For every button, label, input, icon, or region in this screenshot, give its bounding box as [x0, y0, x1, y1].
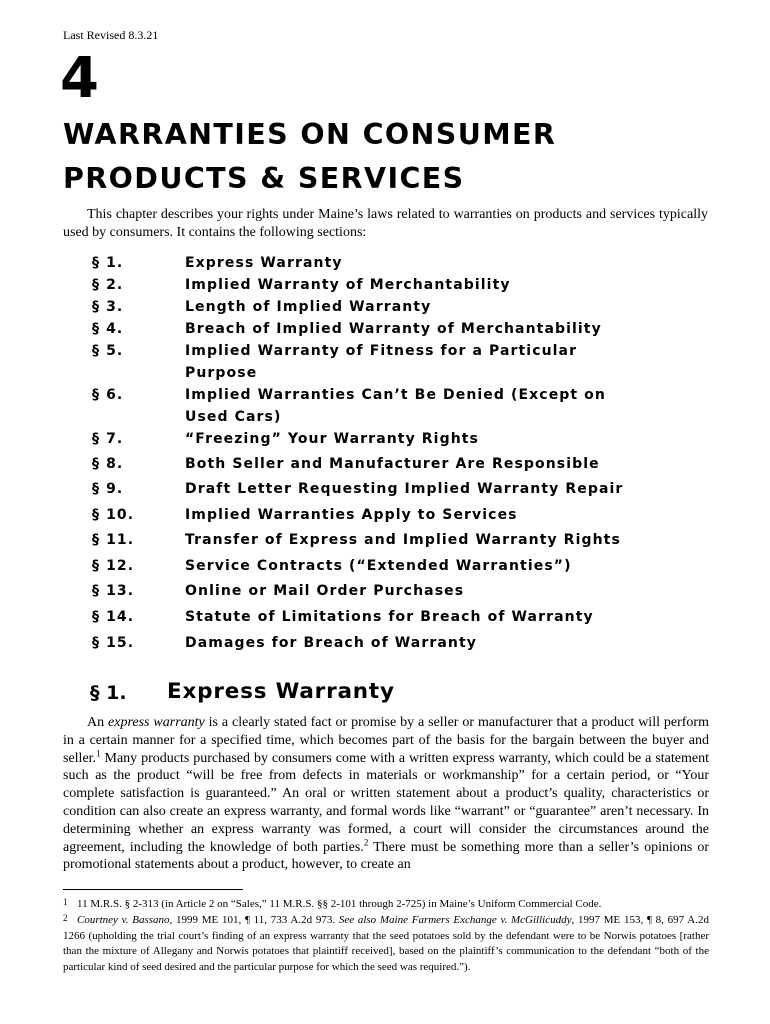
toc-item-title-continued: Used Cars)	[185, 409, 282, 425]
chapter-title	[63, 113, 723, 201]
toc-number: § 4.	[92, 321, 124, 337]
toc-item-title: Damages for Breach of Warranty	[185, 635, 477, 651]
toc-number: § 9.	[92, 481, 124, 497]
toc-item-title: Draft Letter Requesting Implied Warranty Repair	[185, 481, 624, 497]
paragraph-text: An	[87, 715, 109, 730]
toc-number: § 6.	[92, 387, 124, 403]
footnote-reference: 1	[96, 747, 101, 758]
toc-item-title: Implied Warranties Apply to Services	[185, 507, 518, 523]
toc-number: § 14.	[92, 609, 135, 625]
chapter-intro: This chapter describes your rights under Maine’s laws related to warranties on products and services typically used by consumers. It contains the following sections:	[63, 207, 708, 240]
toc-item-title: Implied Warranty of Fitness for a Particular	[185, 343, 578, 359]
case-name: Courtney v. Bassano	[77, 914, 170, 926]
toc-item-title: Online or Mail Order Purchases	[185, 583, 465, 599]
toc-item-title: Express Warranty	[185, 255, 343, 271]
footnote-text: , 1999 ME 101, ¶ 11, 733 A.2d 973.	[169, 914, 339, 926]
footnote-2	[63, 911, 709, 975]
toc-number: § 8.	[92, 456, 124, 472]
toc-item-title: Service Contracts (“Extended Warranties”)	[185, 558, 572, 574]
toc-item-title: Implied Warranties Can’t Be Denied (Except on	[185, 387, 606, 403]
toc-item-title: Transfer of Express and Implied Warranty Rights	[185, 532, 621, 548]
toc-number: § 1.	[92, 255, 124, 271]
toc-number: § 10.	[92, 507, 135, 523]
section-body-paragraph	[63, 714, 709, 874]
toc-number: § 2.	[92, 277, 124, 293]
toc-item-title: Length of Implied Warranty	[185, 299, 432, 315]
toc-item-title: Statute of Limitations for Breach of Warranty	[185, 609, 594, 625]
section-number: § 1.	[90, 682, 127, 704]
footnote-reference: 2	[363, 836, 369, 847]
toc-number: § 12.	[92, 558, 135, 574]
section-heading: Express Warranty	[167, 679, 395, 704]
chapter-title-line-1: WARRANTIES ON CONSUMER	[63, 118, 557, 151]
toc-number: § 15.	[92, 635, 135, 651]
chapter-title-line-2: PRODUCTS & SERVICES	[63, 162, 465, 195]
footnote-text: 11 M.R.S. § 2-313 (in Article 2 on “Sales,” 11 M.R.S. §§ 2-101 through 2-725) in Maine’s Uniform Commercial Code.	[77, 898, 602, 910]
chapter-number: 4	[60, 46, 99, 111]
toc-number: § 7.	[92, 431, 124, 447]
toc-item-title: “Freezing” Your Warranty Rights	[185, 431, 479, 447]
last-revised-date: Last Revised 8.3.21	[63, 28, 159, 42]
defined-term: express warranty	[108, 715, 205, 730]
footnote-divider	[63, 889, 243, 890]
paragraph-text: Many products purchased by consumers come with a written express warranty, which could be a statement such as the product “will be free from defects in materials or workmanship” for a certain period, or “Your complete satisfaction is guaranteed.” An oral or written statement about a product’s quality, characteristics or condition can also create an express warranty, and formal words like “warrant” or “guarantee” aren’t necessary. In determining whether an express warranty was formed, a court will consider the circumstances around the agreement, including the knowledge of both parties.	[63, 750, 709, 855]
toc-number: § 3.	[92, 299, 124, 315]
toc-item-title: Breach of Implied Warranty of Merchantability	[185, 321, 602, 337]
paragraph-text: is a clearly stated fact or promise by a seller or manufacturer that a product will perform in a certain manner for a specified time, which becomes part of the basis for the bargain between the buyer and seller.	[63, 715, 709, 766]
footnote-marker: 2	[63, 913, 68, 923]
toc-number: § 13.	[92, 583, 135, 599]
footnote-text: , 1997 ME 153, ¶ 8, 697 A.2d 1266 (upholding the trial court’s finding of an express warranty that the seed potatoes sold by the defendant were to be Norwis potatoes [rather than the mixture of Allegany and Norwis potatoes that plaintiff received], based on the plaintiff’s communication to the defendant “both of the particular kind of seed desired and the particular purpose for which the seed was required.”).	[63, 914, 709, 973]
toc-number: § 11.	[92, 532, 135, 548]
see-also-citation: See also Maine Farmers Exchange v. McGillicuddy	[338, 914, 572, 926]
footnote-1	[63, 895, 709, 913]
toc-item-title: Both Seller and Manufacturer Are Responsible	[185, 456, 600, 472]
toc-item-title: Implied Warranty of Merchantability	[185, 277, 511, 293]
footnote-marker: 1	[63, 897, 68, 907]
toc-number: § 5.	[92, 343, 124, 359]
toc-item-title-continued: Purpose	[185, 365, 258, 381]
paragraph-text: There must be something more than a seller’s opinions or promotional statements about a product, however, to create an	[63, 839, 709, 873]
